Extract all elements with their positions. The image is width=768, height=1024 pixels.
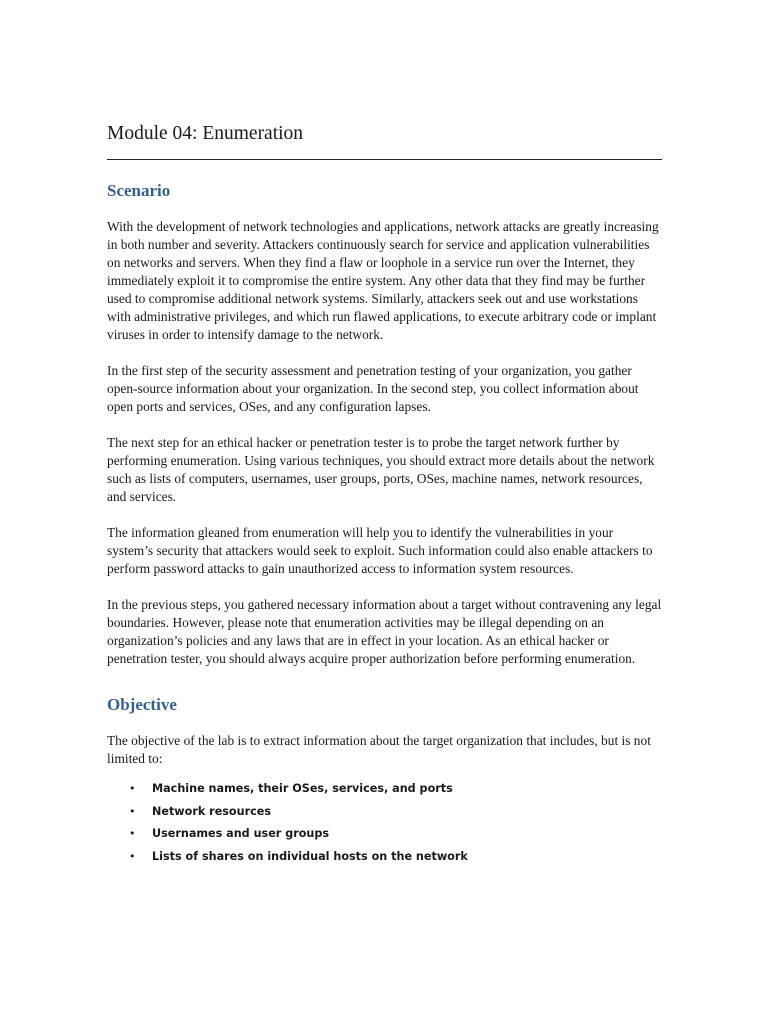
module-title: Module 04: Enumeration [107, 123, 304, 144]
list-item [129, 846, 662, 869]
bullet-text: Usernames and user groups [152, 827, 330, 840]
section-heading-scenario: Scenario [107, 181, 171, 200]
scenario-paragraph-2: In the first step of the security assessment and penetration testing of your organization, you gather open-source information about your organization. In the second step, you collect information about open ports and services, OSes, and any configuration lapses. [107, 363, 639, 414]
scenario-paragraph-1: With the development of network technologies and applications, network attacks are greatly increasing in both number and severity. Attackers continuously search for service and application vulnerabilities on networks and servers. When they find a flaw or loophole in a service run over the Internet, they immediately exploit it to compromise the entire system. Any other data that they find may be further used to compromise additional network systems. Similarly, attackers seek out and use workstations with administrative privileges, and which run flawed applications, to execute arbitrary code or implant viruses in order to intensify damage to the network. [107, 219, 659, 342]
title-underline [107, 159, 662, 160]
scenario-paragraph-3: The next step for an ethical hacker or penetration tester is to probe the target network further by performing enumeration. Using various techniques, you should extract more details about the network such as lists of computers, usernames, user groups, ports, OSes, machine names, network resources, and services. [107, 435, 655, 504]
bullet-text: Network resources [152, 804, 271, 818]
section-heading-objective: Objective [107, 695, 177, 714]
list-item [129, 801, 662, 824]
objective-paragraph: The objective of the lab is to extract information about the target organization that includes, but is not limited to: [107, 733, 651, 766]
scenario-paragraph-5: In the previous steps, you gathered necessary information about a target without contravening any legal boundaries. However, please note that enumeration activities may be illegal depending on an organization’s policies and any laws that are in effect in your location. As an ethical hacker or penetration tester, you should always acquire proper authorization before performing enumeration. [107, 597, 662, 666]
list-item [129, 823, 662, 846]
bullet-icon: • [129, 804, 136, 818]
bullet-text: Machine names, their OSes, services, and ports [152, 782, 453, 795]
bullet-icon: • [129, 827, 136, 840]
list-item [129, 778, 662, 801]
bullet-icon: • [129, 782, 136, 795]
scenario-paragraph-4: The information gleaned from enumeration will help you to identify the vulnerabilities in your system’s security that attackers would seek to exploit. Such information could also enable attackers to perform password attacks to gain unauthorized access to information system resources. [107, 525, 653, 576]
objective-bullet-list [107, 778, 662, 868]
bullet-text: Lists of shares on individual hosts on the network [152, 849, 468, 863]
bullet-icon: • [129, 849, 136, 863]
